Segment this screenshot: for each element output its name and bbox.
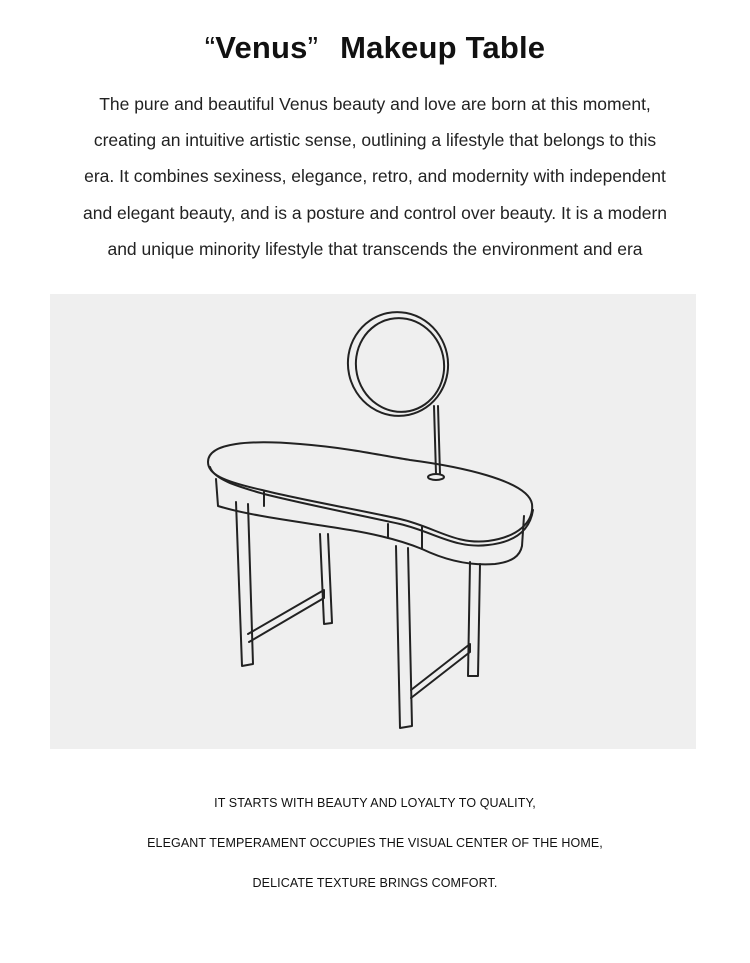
title-open-quote: “ — [204, 30, 216, 65]
intro-line: The pure and beautiful Venus beauty and love are born at this moment, — [99, 94, 651, 114]
apron-drawer — [216, 479, 524, 564]
table-legs — [236, 502, 480, 728]
title-product-type: Makeup Table — [340, 30, 546, 65]
tagline-1: IT STARTS WITH BEAUTY AND LOYALTY TO QUALITY, — [214, 796, 536, 810]
tagline-2: ELEGANT TEMPERAMENT OCCUPIES THE VISUAL CENTER OF THE HOME, — [147, 836, 603, 850]
makeup-table-drawing — [50, 294, 696, 749]
round-mirror — [338, 303, 457, 480]
intro-line: and unique minority lifestyle that transcends the environment and era — [107, 238, 643, 259]
leg-stretchers — [248, 590, 470, 698]
product-illustration — [50, 294, 696, 749]
title-close-quote: ” — [307, 30, 319, 65]
tagline-3: DELICATE TEXTURE BRINGS COMFORT. — [252, 876, 498, 890]
page-title — [0, 30, 750, 66]
kidney-tabletop — [208, 442, 533, 545]
intro-line: era. It combines sexiness, elegance, retro, and modernity with independent — [84, 166, 666, 187]
intro-line: creating an intuitive artistic sense, outlining a lifestyle that belongs to this — [93, 130, 657, 151]
intro-line: and elegant beauty, and is a posture and control over beauty. It is a modern — [82, 202, 668, 223]
title-product-name: Venus — [215, 30, 308, 65]
intro-paragraph — [60, 86, 690, 267]
